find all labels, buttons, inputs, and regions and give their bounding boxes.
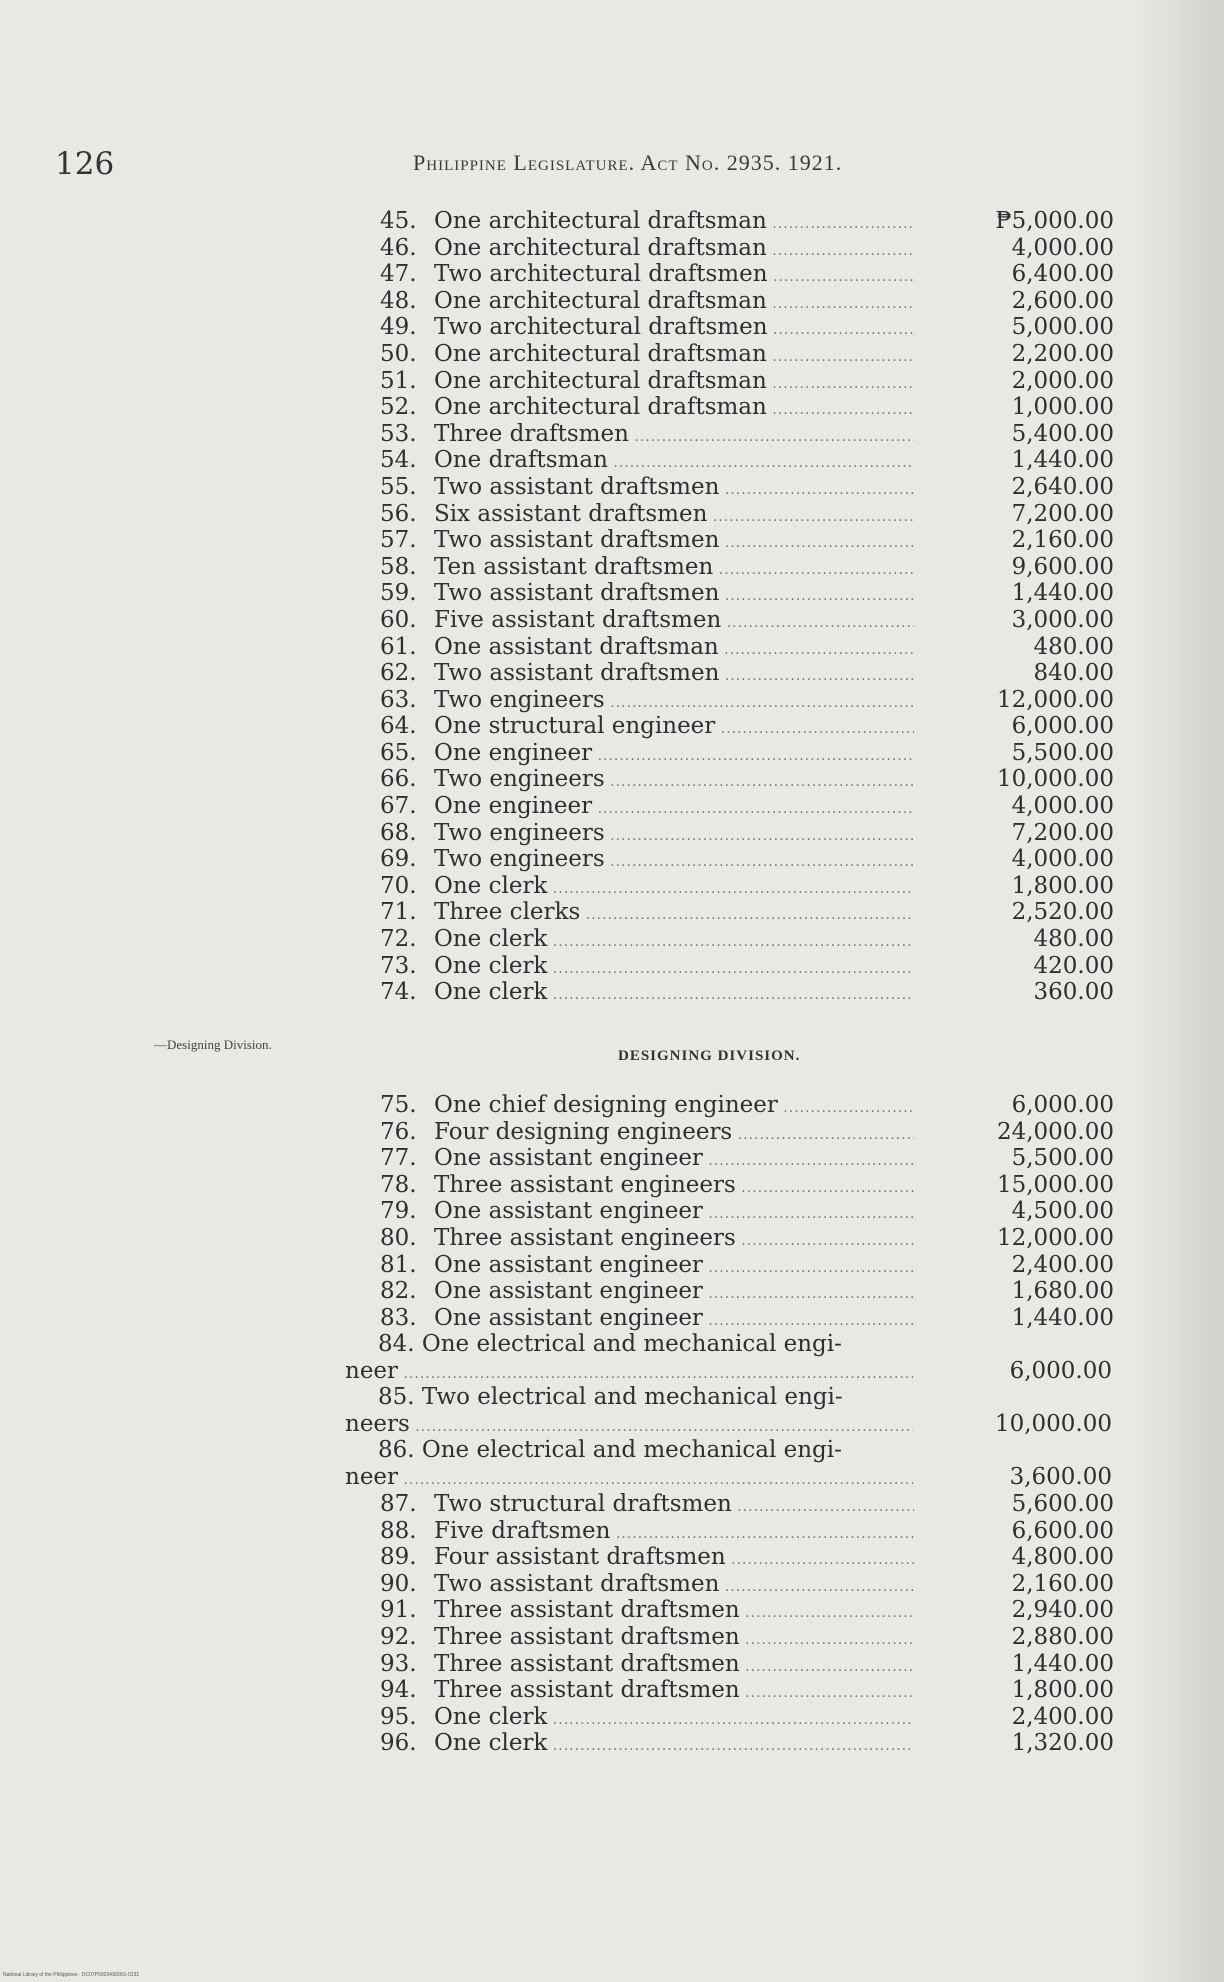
item-description: One architectural draftsman ..... [434,208,914,238]
item-amount: 5,000.00 [1011,314,1114,341]
item-number: 73. [380,952,417,979]
item-number: 46. [380,234,417,261]
item-number: 81. [380,1251,417,1278]
line-item [380,1651,1114,1678]
line-item [380,1119,1114,1146]
line-item [380,1544,1114,1571]
item-number: 79. [380,1198,417,1225]
item-amount: 3,000.00 [1011,606,1114,633]
line-item [380,1198,1114,1225]
item-amount: 2,400.00 [1011,1703,1114,1730]
item-description: Two assistant draftsmen ..... [434,1571,914,1601]
item-amount: 6,400.00 [1011,261,1114,288]
designing-list-a [380,1092,1114,1331]
item-number: 66. [380,766,417,793]
item-description: One clerk ..... [434,1730,914,1760]
item-amount: 5,500.00 [1011,739,1114,766]
line-item [380,394,1114,421]
item-number: 45. [380,208,417,234]
item-number: 63. [380,686,417,713]
item-number: 67. [380,793,417,820]
item-amount: 1,800.00 [1011,872,1114,899]
item-number: 71. [380,899,417,926]
item-description: Three draftsmen ..... [434,421,914,451]
item-number: 76. [380,1118,417,1145]
item-description: One assistant draftsman ..... [434,634,914,664]
item-amount: 2,880.00 [1011,1623,1114,1650]
item-amount: 2,000.00 [1011,367,1114,394]
item-description: Two structural draftsmen ..... [434,1491,914,1521]
item-amount: 2,520.00 [1011,899,1114,926]
item-amount: 15,000.00 [996,1171,1114,1198]
item-number: 51. [380,367,417,394]
item-amount: 7,200.00 [1011,500,1114,527]
line-item [380,607,1114,634]
line-item [380,873,1114,900]
item-description: One draftsman ..... [434,447,914,477]
item-amount: 7,200.00 [1011,819,1114,846]
line-item [380,314,1114,341]
item-amount: 1,440.00 [1011,580,1114,607]
item-description: Three assistant draftsmen ..... [434,1651,914,1681]
line-item [380,1491,1114,1518]
item-description: Three assistant draftsmen ..... [434,1677,914,1707]
item-description: One architectural draftsman ..... [434,368,914,398]
item-description: One architectural draftsman ..... [434,288,914,318]
item-amount: 2,200.00 [1011,340,1114,367]
line-item [380,740,1114,767]
item-description: Two architectural draftsmen ..... [434,314,914,344]
item-amount: ₱5,000.00 [995,208,1114,234]
item-number: 82. [380,1278,417,1305]
line-item [380,554,1114,581]
item-amount: 24,000.00 [996,1118,1114,1145]
item-amount: 1,440.00 [1011,447,1114,474]
item-amount: 10,000.00 [996,766,1114,793]
line-item [380,660,1114,687]
line-item [380,1145,1114,1172]
line-item [380,1571,1114,1598]
page-number: 126 [55,146,115,182]
item-description: Three assistant engineers ..... [434,1225,914,1255]
item-number: 49. [380,314,417,341]
item-amount: 840.00 [1033,660,1114,687]
item-amount: 6,600.00 [1011,1517,1114,1544]
designing-list-b [380,1491,1114,1757]
line-item [380,1730,1114,1757]
item-amount: 1,440.00 [1011,1304,1114,1331]
item-number: 87. [380,1491,417,1517]
line-item [380,1092,1114,1119]
line-item [380,1597,1114,1624]
item-number: 78. [380,1171,417,1198]
item-number: 69. [380,846,417,873]
item-amount: 2,400.00 [1011,1251,1114,1278]
item-number: 80. [380,1224,417,1251]
item-number: 70. [380,872,417,899]
item-number: 58. [380,553,417,580]
line-item-wrapped [345,1437,1112,1490]
line-item [380,527,1114,554]
line-item-wrapped [345,1384,1112,1437]
line-item [380,953,1114,980]
item-description: Two assistant draftsmen ..... [434,474,914,504]
line-item [380,288,1114,315]
item-description-line2: neers ..... [345,1411,913,1441]
item-amount: 360.00 [1033,979,1114,1006]
item-number: 54. [380,447,417,474]
item-description: One chief designing engineer ..... [434,1092,914,1122]
line-item [380,1624,1114,1651]
item-number: 68. [380,819,417,846]
item-description-line2: neer ..... [345,1358,913,1388]
item-description: One engineer ..... [434,740,914,770]
item-amount: 420.00 [1033,952,1114,979]
item-description: One structural engineer ..... [434,713,914,743]
line-item [380,421,1114,448]
item-description: Five draftsmen ..... [434,1518,914,1548]
line-item [380,1252,1114,1279]
item-amount: 2,160.00 [1011,1570,1114,1597]
item-number: 77. [380,1145,417,1172]
item-amount: 2,600.00 [1011,287,1114,314]
item-amount: 1,680.00 [1011,1278,1114,1305]
item-number: 92. [380,1623,417,1650]
item-number: 55. [380,473,417,500]
item-description: One assistant engineer ..... [434,1305,914,1335]
item-description: One clerk ..... [434,1704,914,1734]
item-number: 56. [380,500,417,527]
item-amount: 3,600.00 [1009,1463,1112,1490]
line-item [380,634,1114,661]
item-description: One clerk ..... [434,953,914,983]
line-item [380,208,1114,235]
line-item [380,501,1114,528]
item-description: One architectural draftsman ..... [434,341,914,371]
line-item-wrapped [345,1331,1112,1384]
item-description: One clerk ..... [434,926,914,956]
line-item [380,341,1114,368]
item-number: 90. [380,1570,417,1597]
item-description: Three clerks ..... [434,899,914,929]
item-number: 95. [380,1703,417,1730]
item-amount: 4,800.00 [1011,1544,1114,1571]
item-number: 91. [380,1597,417,1624]
line-item [380,793,1114,820]
item-amount: 1,800.00 [1011,1677,1114,1704]
item-amount: 2,640.00 [1011,473,1114,500]
item-amount: 480.00 [1033,633,1114,660]
item-number: 65. [380,739,417,766]
line-item [380,766,1114,793]
line-item [380,1172,1114,1199]
item-amount: 6,000.00 [1009,1357,1112,1384]
item-number: 96. [380,1730,417,1757]
item-amount: 6,000.00 [1011,1092,1114,1118]
item-number: 50. [380,340,417,367]
item-description: Two architectural draftsmen ..... [434,261,914,291]
item-number: 89. [380,1544,417,1571]
item-amount: 480.00 [1033,926,1114,953]
line-item [380,846,1114,873]
line-item [380,926,1114,953]
item-description: Three assistant engineers ..... [434,1172,914,1202]
item-amount: 1,000.00 [1011,394,1114,421]
item-amount: 4,000.00 [1011,793,1114,820]
item-number: 48. [380,287,417,314]
item-number: 64. [380,713,417,740]
line-item [380,474,1114,501]
item-amount: 5,500.00 [1011,1145,1114,1172]
line-item [380,1305,1114,1332]
item-number: 88. [380,1517,417,1544]
item-amount: 4,000.00 [1011,846,1114,873]
item-description: One assistant engineer ..... [434,1278,914,1308]
item-amount: 5,600.00 [1011,1491,1114,1517]
item-description: Two assistant draftsmen ..... [434,580,914,610]
item-description: Two engineers ..... [434,846,914,876]
item-description: One clerk ..... [434,979,914,1009]
item-amount: 10,000.00 [994,1410,1112,1437]
item-amount: 4,500.00 [1011,1198,1114,1225]
item-description: Three assistant draftsmen ..... [434,1624,914,1654]
line-item [380,820,1114,847]
item-number: 75. [380,1092,417,1118]
item-number: 72. [380,926,417,953]
item-description: Four assistant draftsmen ..... [434,1544,914,1574]
item-number: 59. [380,580,417,607]
item-description: Three assistant draftsmen ..... [434,1597,914,1627]
item-description: One architectural draftsman ..... [434,394,914,424]
item-amount: 9,600.00 [1011,553,1114,580]
item-description: Four designing engineers ..... [434,1119,914,1149]
item-description: Two assistant draftsmen ..... [434,660,914,690]
line-item [380,1518,1114,1545]
item-number: 52. [380,394,417,421]
item-amount: 12,000.00 [996,686,1114,713]
item-description: Two engineers ..... [434,687,914,717]
line-item [380,1278,1114,1305]
item-number: 57. [380,527,417,554]
line-item [380,687,1114,714]
division-heading: DESIGNING DIVISION. [618,1048,801,1064]
appropriation-list-1 [380,208,1114,1006]
item-description: Two engineers ..... [434,766,914,796]
line-item [380,447,1114,474]
item-description: Five assistant draftsmen ..... [434,607,914,637]
item-amount: 12,000.00 [996,1224,1114,1251]
item-amount: 1,440.00 [1011,1650,1114,1677]
item-number: 47. [380,261,417,288]
line-item [380,1225,1114,1252]
line-item [380,713,1114,740]
item-description-line1: 85. Two electrical and mechanical engi- [378,1384,843,1410]
line-item [380,580,1114,607]
item-description: One clerk ..... [434,873,914,903]
designing-list-wrapped [345,1331,1112,1490]
item-number: 60. [380,606,417,633]
item-number: 83. [380,1304,417,1331]
item-description: Two assistant draftsmen ..... [434,527,914,557]
item-description: One assistant engineer ..... [434,1252,914,1282]
item-description-line2: neer ..... [345,1464,913,1494]
item-number: 62. [380,660,417,687]
line-item [380,1677,1114,1704]
item-amount: 2,940.00 [1011,1597,1114,1624]
item-amount: 6,000.00 [1011,713,1114,740]
item-number: 74. [380,979,417,1006]
margin-note: —Designing Division. [154,1037,272,1052]
item-description-line1: 84. One electrical and mechanical engi- [378,1331,842,1357]
item-description: Two engineers ..... [434,820,914,850]
line-item [380,899,1114,926]
line-item [380,1704,1114,1731]
item-description-line1: 86. One electrical and mechanical engi- [378,1437,842,1463]
line-item [380,235,1114,262]
line-item [380,261,1114,288]
item-amount: 2,160.00 [1011,527,1114,554]
line-item [380,368,1114,395]
page-edge-shadow [1134,0,1224,1982]
running-head: Philippine Legislature. Act No. 2935. 1921. [413,150,843,175]
item-amount: 1,320.00 [1011,1730,1114,1757]
item-amount: 4,000.00 [1011,234,1114,261]
item-description: One engineer ..... [434,793,914,823]
item-number: 61. [380,633,417,660]
item-number: 53. [380,420,417,447]
item-description: Six assistant draftsmen ..... [434,501,914,531]
item-number: 94. [380,1677,417,1704]
item-description: One assistant engineer ..... [434,1198,914,1228]
item-description: One assistant engineer ..... [434,1145,914,1175]
line-item [380,979,1114,1006]
item-amount: 5,400.00 [1011,420,1114,447]
item-description: One architectural draftsman ..... [434,235,914,265]
item-description: Ten assistant draftsmen ..... [434,554,914,584]
item-number: 93. [380,1650,417,1677]
scan-credit: National Library of the Philippines · DC07P00034S0001-0131 [3,1972,140,1978]
